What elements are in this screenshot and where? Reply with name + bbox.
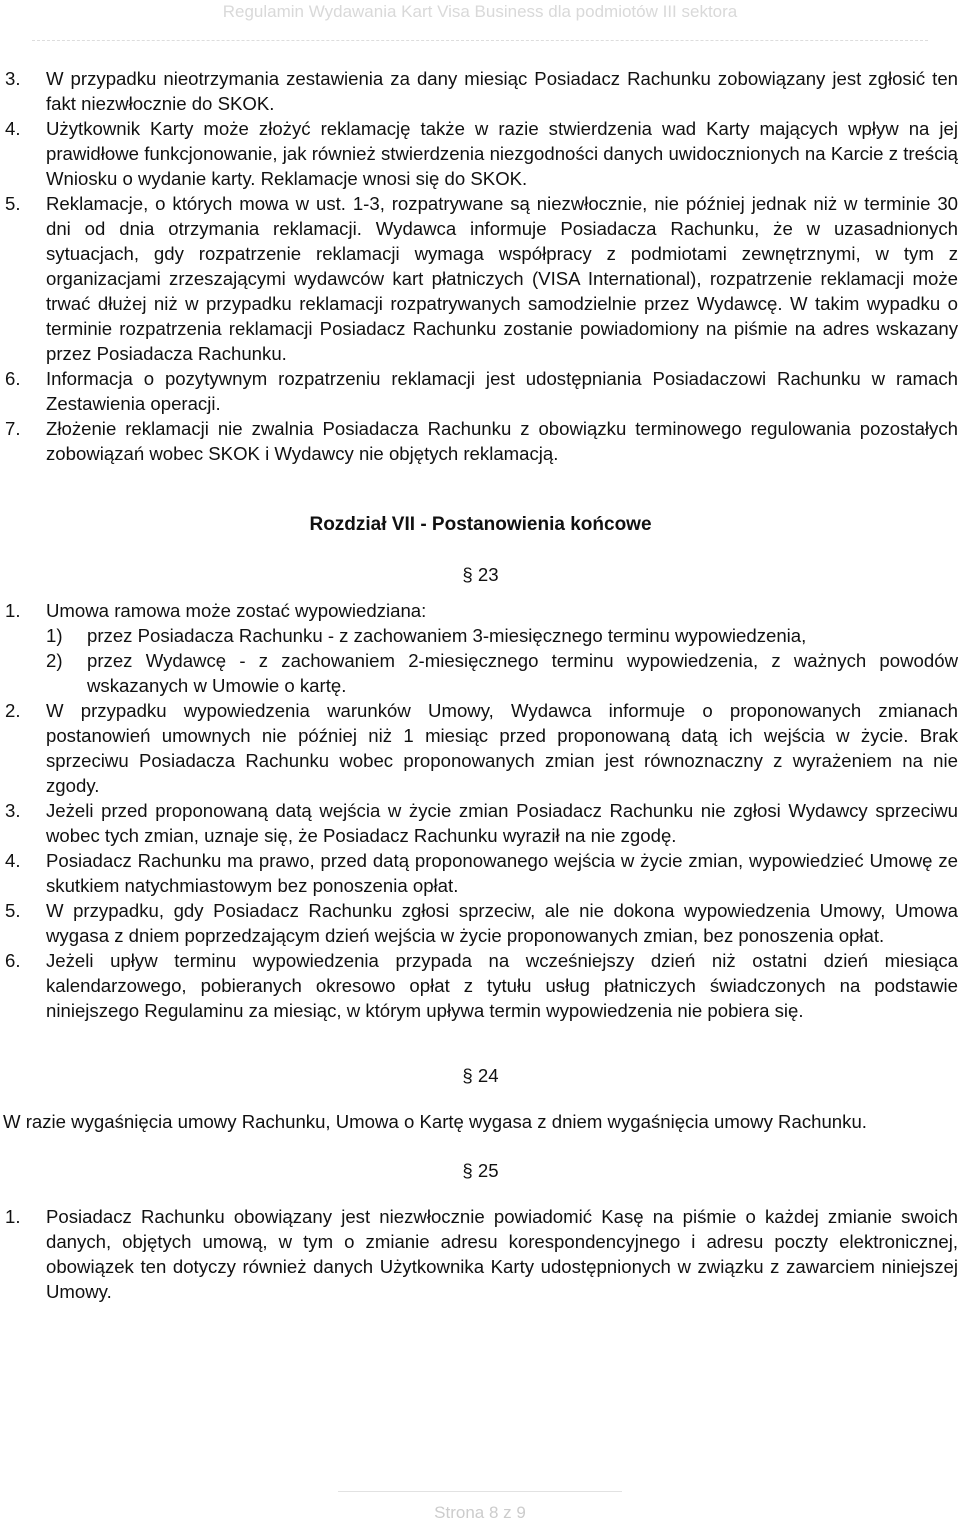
item-text: Umowa ramowa może zostać wypowiedziana: — [46, 600, 427, 621]
list-item — [3, 1204, 958, 1304]
item-text: Posiadacz Rachunku obowiązany jest niezwłocznie powiadomić Kasę na piśmie o każdej zmianie swoich danych, objętych umową, w tym o zmianie adresu korespondencyjnego i adresu poczty elektronicznej, obowiązek ten dotyczy również danych Użytkownika Karty udostępnionych w związku z zawarciem niniejszej Umowy. — [46, 1206, 958, 1302]
item-text: przez Posiadacza Rachunku - z zachowaniem 3-miesięcznego terminu wypowiedzenia, — [87, 625, 807, 646]
item-text: Informacja o pozytywnym rozpatrzeniu reklamacji jest udostępniania Posiadaczowi Rachunku w ramach Zestawienia operacji. — [46, 368, 958, 414]
item-number: 5. — [5, 900, 21, 921]
sub-list-item — [3, 648, 958, 698]
list-item — [3, 898, 958, 948]
item-number: 4. — [5, 118, 21, 139]
item-number: 6. — [5, 368, 21, 389]
sub-list-item — [3, 623, 958, 648]
item-text: W przypadku, gdy Posiadacz Rachunku zgłosi sprzeciw, ale nie dokona wypowiedzenia Umowy, Umowa wygasa z dniem poprzedzającym dzień wejścia w życie proponowanych zmian, bez ponoszenia opłat. — [46, 900, 958, 946]
item-number: 1. — [5, 1206, 21, 1227]
item-text: Złożenie reklamacji nie zwalnia Posiadacza Rachunku z obowiązku terminowego regulowania pozostałych zobowiązań wobec SKOK i Wydawcy nie objętych reklamacją. — [46, 418, 958, 464]
item-number: 2. — [5, 700, 21, 721]
item-number: 2) — [46, 650, 63, 671]
list-item — [3, 698, 958, 798]
item-number: 3. — [5, 800, 21, 821]
item-text: Jeżeli przed proponowaną datą wejścia w życie zmian Posiadacz Rachunku nie zgłosi Wydawcy sprzeciwu wobec tych zmian, uznaje się, że Posiadacz Rachunku wyraził na nie zgodę. — [46, 800, 958, 846]
item-number: 7. — [5, 418, 21, 439]
item-number: 5. — [5, 193, 21, 214]
chapter-title: Rozdział VII - Postanowienia końcowe — [309, 514, 652, 535]
page-header: Regulamin Wydawania Kart Visa Business dla podmiotów III sektora — [222, 2, 738, 21]
list-item — [3, 848, 958, 898]
paragraph-24: W razie wygaśnięcia umowy Rachunku, Umowa o Kartę wygasa z dniem wygaśnięcia umowy Rachunku. — [3, 1111, 867, 1132]
item-number: 4. — [5, 850, 21, 871]
header-divider — [32, 40, 928, 41]
list-item — [3, 116, 958, 191]
section-heading-25: § 25 — [462, 1160, 499, 1181]
item-number: 6. — [5, 950, 21, 971]
item-text: W przypadku wypowiedzenia warunków Umowy, Wydawca informuje o proponowanych zmianach postanowień umownych nie później niż 1 miesiąc przed proponowaną datą ich wejścia w życie. Brak sprzeciwu Posiadacza Rachunku wobec proponowanych zmian jest równoznaczny z wyrażeniem na nie zgody. — [46, 700, 958, 796]
list-item — [3, 948, 958, 1023]
item-text: W przypadku nieotrzymania zestawienia za dany miesiąc Posiadacz Rachunku zobowiązany jest zgłosić ten fakt niezwłocznie do SKOK. — [46, 68, 958, 114]
item-number: 1. — [5, 600, 21, 621]
list-item — [3, 598, 958, 623]
footer-divider — [338, 1491, 622, 1492]
document-body — [3, 66, 958, 1304]
item-text: Reklamacje, o których mowa w ust. 1-3, rozpatrywane są niezwłocznie, nie później jednak niż w terminie 30 dni od dnia otrzymania reklamacji. Wydawca informuje Posiadacza Rachunku, że w uzasadnionych sytuacjach, gdy rozpatrzenie reklamacji wymaga współpracy z podmiotami zewnętrznymi, w tym z organizacjami zrzeszającymi wydawców kart płatniczych (VISA International), rozpatrzenie reklamacji może trwać dłużej niż w przypadku reklamacji rozpatrywanych samodzielnie przez Wydawcę. W takim wypadku o terminie rozpatrzenia reklamacji Posiadacz Rachunku zostanie powiadomiony na piśmie na adres wskazany przez Posiadacza Rachunku. — [46, 193, 958, 364]
item-number: 3. — [5, 68, 21, 89]
list-item — [3, 366, 958, 416]
section-heading-24: § 24 — [462, 1065, 499, 1086]
item-number: 1) — [46, 625, 63, 646]
list-item — [3, 416, 958, 466]
page-number: Strona 8 z 9 — [434, 1503, 526, 1522]
item-text: Użytkownik Karty może złożyć reklamację także w razie stwierdzenia wad Karty mających wpływ na jej prawidłowe funkcjonowanie, jak również stwierdzenia niezgodności danych uwidocznionych na Karcie z treścią Wniosku o wydanie karty. Reklamacje wnosi się do SKOK. — [46, 118, 958, 189]
list-item — [3, 191, 958, 366]
list-item — [3, 66, 958, 116]
item-text: Posiadacz Rachunku ma prawo, przed datą proponowanego wejścia w życie zmian, wypowiedzieć Umowę ze skutkiem natychmiastowym bez ponoszenia opłat. — [46, 850, 958, 896]
list-item — [3, 798, 958, 848]
section-heading-23: § 23 — [462, 564, 499, 585]
item-text: Jeżeli upływ terminu wypowiedzenia przypada na wcześniejszy dzień niż ostatni dzień miesiąca kalendarzowego, pobieranych okresowo opłat z tytułu usług płatniczych świadczonych na podstawie niniejszego Regulaminu za miesiąc, w którym upływa termin wypowiedzenia nie pobiera się. — [46, 950, 958, 1021]
item-text: przez Wydawcę - z zachowaniem 2-miesięcznego terminu wypowiedzenia, z ważnych powodów wskazanych w Umowie o kartę. — [87, 650, 958, 696]
